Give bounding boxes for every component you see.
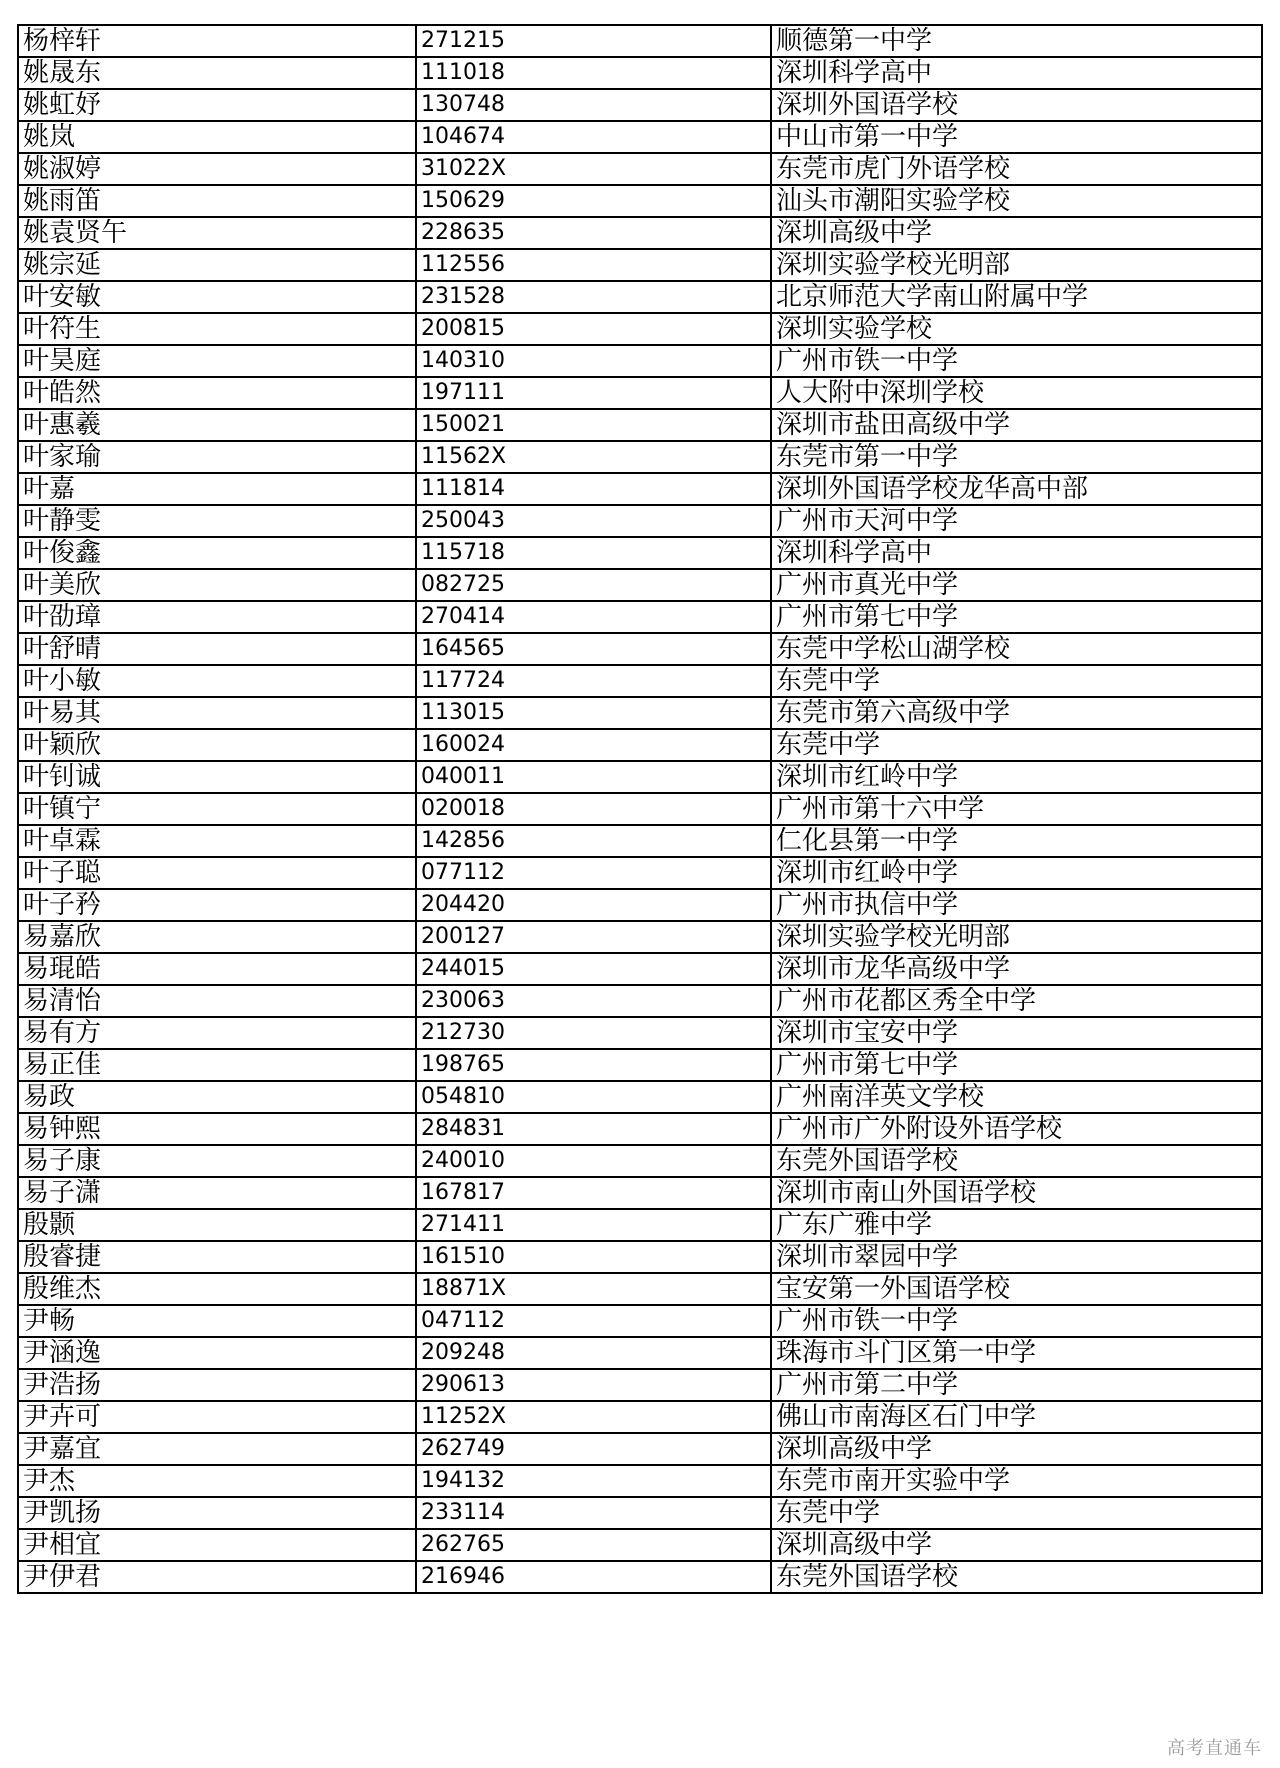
table-row (18, 1273, 1262, 1305)
school-cell: 东莞外国语学校 (771, 1561, 1262, 1593)
id-cell: 077112 (416, 857, 771, 889)
id-cell: 230063 (416, 985, 771, 1017)
id-cell: 111018 (416, 57, 771, 89)
school-cell: 深圳高级中学 (771, 1529, 1262, 1561)
id-cell: 160024 (416, 729, 771, 761)
table-row (18, 985, 1262, 1017)
school-cell: 广东广雅中学 (771, 1209, 1262, 1241)
id-cell: 250043 (416, 505, 771, 537)
school-cell: 宝安第一外国语学校 (771, 1273, 1262, 1305)
name-cell: 叶劭璋 (18, 601, 416, 633)
name-cell: 尹畅 (18, 1305, 416, 1337)
table-row (18, 57, 1262, 89)
name-cell: 易琨皓 (18, 953, 416, 985)
table-row (18, 537, 1262, 569)
school-cell: 东莞市第六高级中学 (771, 697, 1262, 729)
id-cell: 233114 (416, 1497, 771, 1529)
school-cell: 人大附中深圳学校 (771, 377, 1262, 409)
name-cell: 叶嘉 (18, 473, 416, 505)
name-cell: 殷睿捷 (18, 1241, 416, 1273)
school-cell: 广州市第七中学 (771, 1049, 1262, 1081)
table-row (18, 761, 1262, 793)
roster-table (17, 24, 1263, 1594)
name-cell: 姚宗延 (18, 249, 416, 281)
school-cell: 深圳市南山外国语学校 (771, 1177, 1262, 1209)
id-cell: 244015 (416, 953, 771, 985)
id-cell: 161510 (416, 1241, 771, 1273)
id-cell: 212730 (416, 1017, 771, 1049)
table-row (18, 345, 1262, 377)
table-row (18, 601, 1262, 633)
table-row (18, 697, 1262, 729)
id-cell: 270414 (416, 601, 771, 633)
school-cell: 东莞市第一中学 (771, 441, 1262, 473)
school-cell: 广州南洋英文学校 (771, 1081, 1262, 1113)
school-cell: 深圳实验学校光明部 (771, 249, 1262, 281)
table-row (18, 793, 1262, 825)
school-cell: 东莞外国语学校 (771, 1145, 1262, 1177)
school-cell: 广州市铁一中学 (771, 345, 1262, 377)
table-row (18, 569, 1262, 601)
id-cell: 209248 (416, 1337, 771, 1369)
table-row (18, 313, 1262, 345)
id-cell: 082725 (416, 569, 771, 601)
table-row (18, 121, 1262, 153)
school-cell: 广州市广外附设外语学校 (771, 1113, 1262, 1145)
name-cell: 易嘉欣 (18, 921, 416, 953)
name-cell: 易子潇 (18, 1177, 416, 1209)
name-cell: 叶惠羲 (18, 409, 416, 441)
table-row (18, 249, 1262, 281)
id-cell: 117724 (416, 665, 771, 697)
table-row (18, 1177, 1262, 1209)
school-cell: 仁化县第一中学 (771, 825, 1262, 857)
id-cell: 150629 (416, 185, 771, 217)
id-cell: 130748 (416, 89, 771, 121)
name-cell: 姚晟东 (18, 57, 416, 89)
school-cell: 佛山市南海区石门中学 (771, 1401, 1262, 1433)
school-cell: 深圳科学高中 (771, 57, 1262, 89)
table-row (18, 505, 1262, 537)
table-row (18, 1241, 1262, 1273)
id-cell: 198765 (416, 1049, 771, 1081)
name-cell: 易子康 (18, 1145, 416, 1177)
school-cell: 北京师范大学南山附属中学 (771, 281, 1262, 313)
school-cell: 东莞中学 (771, 1497, 1262, 1529)
table-row (18, 473, 1262, 505)
id-cell: 11562X (416, 441, 771, 473)
school-cell: 深圳外国语学校龙华高中部 (771, 473, 1262, 505)
id-cell: 040011 (416, 761, 771, 793)
id-cell: 194132 (416, 1465, 771, 1497)
school-cell: 珠海市斗门区第一中学 (771, 1337, 1262, 1369)
table-row (18, 441, 1262, 473)
school-cell: 广州市第七中学 (771, 601, 1262, 633)
table-row (18, 377, 1262, 409)
name-cell: 叶镇宁 (18, 793, 416, 825)
name-cell: 叶美欣 (18, 569, 416, 601)
id-cell: 240010 (416, 1145, 771, 1177)
school-cell: 深圳市龙华高级中学 (771, 953, 1262, 985)
id-cell: 228635 (416, 217, 771, 249)
table-row (18, 1209, 1262, 1241)
id-cell: 262749 (416, 1433, 771, 1465)
id-cell: 140310 (416, 345, 771, 377)
name-cell: 叶符生 (18, 313, 416, 345)
id-cell: 112556 (416, 249, 771, 281)
table-row (18, 1337, 1262, 1369)
id-cell: 113015 (416, 697, 771, 729)
name-cell: 叶子矜 (18, 889, 416, 921)
name-cell: 叶卓霖 (18, 825, 416, 857)
school-cell: 深圳外国语学校 (771, 89, 1262, 121)
table-row (18, 281, 1262, 313)
table-row (18, 1433, 1262, 1465)
table-row (18, 825, 1262, 857)
name-cell: 尹相宜 (18, 1529, 416, 1561)
id-cell: 142856 (416, 825, 771, 857)
name-cell: 易正佳 (18, 1049, 416, 1081)
name-cell: 姚岚 (18, 121, 416, 153)
id-cell: 150021 (416, 409, 771, 441)
id-cell: 204420 (416, 889, 771, 921)
school-cell: 东莞市虎门外语学校 (771, 153, 1262, 185)
id-cell: 271411 (416, 1209, 771, 1241)
table-row (18, 1017, 1262, 1049)
id-cell: 104674 (416, 121, 771, 153)
table-row (18, 25, 1262, 57)
table-row (18, 665, 1262, 697)
id-cell: 231528 (416, 281, 771, 313)
name-cell: 尹伊君 (18, 1561, 416, 1593)
school-cell: 深圳市宝安中学 (771, 1017, 1262, 1049)
table-row (18, 1497, 1262, 1529)
school-cell: 深圳高级中学 (771, 217, 1262, 249)
name-cell: 尹涵逸 (18, 1337, 416, 1369)
id-cell: 262765 (416, 1529, 771, 1561)
name-cell: 尹嘉宜 (18, 1433, 416, 1465)
id-cell: 11252X (416, 1401, 771, 1433)
id-cell: 200127 (416, 921, 771, 953)
school-cell: 顺德第一中学 (771, 25, 1262, 57)
school-cell: 东莞中学松山湖学校 (771, 633, 1262, 665)
name-cell: 叶小敏 (18, 665, 416, 697)
table-row (18, 953, 1262, 985)
name-cell: 易政 (18, 1081, 416, 1113)
table-row (18, 1113, 1262, 1145)
name-cell: 尹浩扬 (18, 1369, 416, 1401)
table-row (18, 1049, 1262, 1081)
table-row (18, 1561, 1262, 1593)
id-cell: 115718 (416, 537, 771, 569)
school-cell: 深圳实验学校光明部 (771, 921, 1262, 953)
id-cell: 167817 (416, 1177, 771, 1209)
name-cell: 叶家瑜 (18, 441, 416, 473)
id-cell: 290613 (416, 1369, 771, 1401)
name-cell: 叶俊鑫 (18, 537, 416, 569)
school-cell: 广州市第二中学 (771, 1369, 1262, 1401)
id-cell: 054810 (416, 1081, 771, 1113)
name-cell: 易有方 (18, 1017, 416, 1049)
school-cell: 深圳市红岭中学 (771, 761, 1262, 793)
school-cell: 广州市铁一中学 (771, 1305, 1262, 1337)
table-row (18, 1465, 1262, 1497)
roster-table-body (18, 25, 1262, 1593)
id-cell: 31022X (416, 153, 771, 185)
school-cell: 深圳实验学校 (771, 313, 1262, 345)
id-cell: 200815 (416, 313, 771, 345)
watermark-text: 高考直通车 (1167, 1738, 1262, 1759)
school-cell: 深圳高级中学 (771, 1433, 1262, 1465)
name-cell: 叶舒晴 (18, 633, 416, 665)
name-cell: 殷维杰 (18, 1273, 416, 1305)
table-row (18, 1145, 1262, 1177)
school-cell: 广州市执信中学 (771, 889, 1262, 921)
table-row (18, 217, 1262, 249)
id-cell: 164565 (416, 633, 771, 665)
school-cell: 东莞市南开实验中学 (771, 1465, 1262, 1497)
school-cell: 汕头市潮阳实验学校 (771, 185, 1262, 217)
id-cell: 197111 (416, 377, 771, 409)
table-row (18, 89, 1262, 121)
id-cell: 020018 (416, 793, 771, 825)
id-cell: 216946 (416, 1561, 771, 1593)
school-cell: 广州市真光中学 (771, 569, 1262, 601)
name-cell: 尹卉可 (18, 1401, 416, 1433)
school-cell: 东莞中学 (771, 665, 1262, 697)
id-cell: 047112 (416, 1305, 771, 1337)
school-cell: 广州市第十六中学 (771, 793, 1262, 825)
name-cell: 易清怡 (18, 985, 416, 1017)
name-cell: 殷颢 (18, 1209, 416, 1241)
name-cell: 叶颖欣 (18, 729, 416, 761)
school-cell: 广州市花都区秀全中学 (771, 985, 1262, 1017)
name-cell: 姚袁贤午 (18, 217, 416, 249)
table-row (18, 185, 1262, 217)
table-row (18, 1081, 1262, 1113)
table-row (18, 1401, 1262, 1433)
school-cell: 广州市天河中学 (771, 505, 1262, 537)
table-row (18, 1305, 1262, 1337)
table-row (18, 889, 1262, 921)
table-row (18, 409, 1262, 441)
table-row (18, 729, 1262, 761)
name-cell: 叶子聪 (18, 857, 416, 889)
table-row (18, 857, 1262, 889)
table-row (18, 153, 1262, 185)
id-cell: 271215 (416, 25, 771, 57)
name-cell: 姚虹妤 (18, 89, 416, 121)
id-cell: 111814 (416, 473, 771, 505)
name-cell: 叶易其 (18, 697, 416, 729)
table-row (18, 633, 1262, 665)
school-cell: 中山市第一中学 (771, 121, 1262, 153)
school-cell: 深圳市翠园中学 (771, 1241, 1262, 1273)
name-cell: 尹杰 (18, 1465, 416, 1497)
table-row (18, 1529, 1262, 1561)
name-cell: 叶昊庭 (18, 345, 416, 377)
id-cell: 284831 (416, 1113, 771, 1145)
school-cell: 深圳市盐田高级中学 (771, 409, 1262, 441)
name-cell: 叶静雯 (18, 505, 416, 537)
name-cell: 叶皓然 (18, 377, 416, 409)
school-cell: 深圳科学高中 (771, 537, 1262, 569)
table-row (18, 921, 1262, 953)
school-cell: 深圳市红岭中学 (771, 857, 1262, 889)
name-cell: 杨梓轩 (18, 25, 416, 57)
name-cell: 易钟熙 (18, 1113, 416, 1145)
id-cell: 18871X (416, 1273, 771, 1305)
name-cell: 姚淑婷 (18, 153, 416, 185)
name-cell: 姚雨笛 (18, 185, 416, 217)
name-cell: 尹凯扬 (18, 1497, 416, 1529)
table-row (18, 1369, 1262, 1401)
name-cell: 叶钊诚 (18, 761, 416, 793)
school-cell: 东莞中学 (771, 729, 1262, 761)
name-cell: 叶安敏 (18, 281, 416, 313)
